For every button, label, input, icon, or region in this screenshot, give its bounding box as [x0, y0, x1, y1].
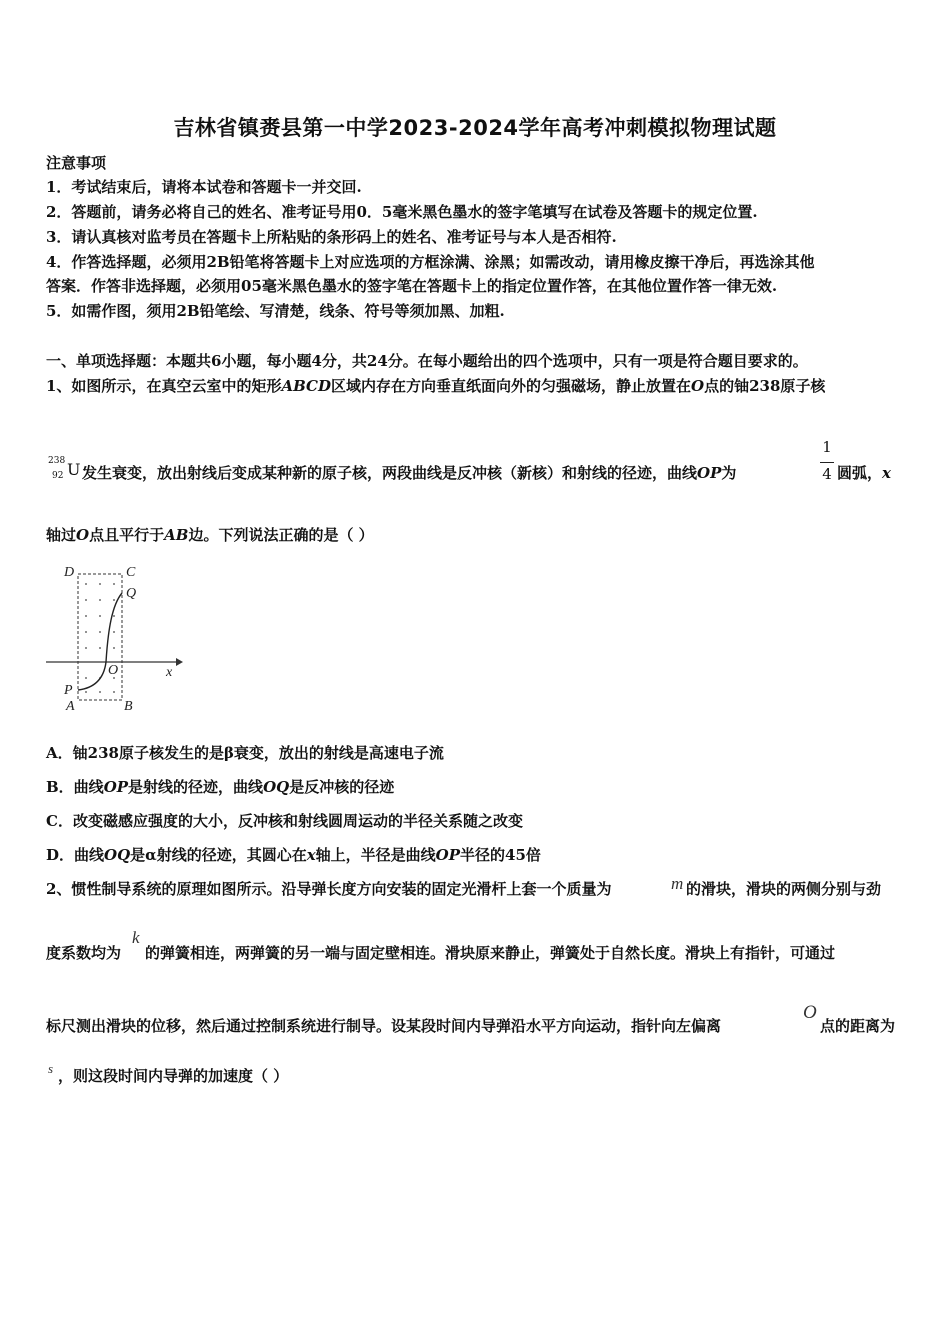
curve-oq [106, 593, 122, 662]
var-op: OP [697, 464, 722, 482]
q1-text: 边。下列说法正确的是（ ） [188, 526, 374, 544]
var-abcd: ABCD [281, 377, 331, 395]
label-p: P [64, 683, 73, 698]
option-text: 轴上，半径是曲线 [315, 846, 436, 864]
label-o: O [108, 663, 119, 678]
curve-op [78, 662, 106, 690]
label-c: C [126, 565, 136, 580]
var-m: m [671, 874, 684, 893]
q2-line-4: ，则这段时间内导弹的加速度（ ） [58, 1067, 289, 1085]
q2-line-3b: 点的距离为 [820, 1017, 896, 1035]
q1-option-a: A．铀238原子核发生的是β衰变，放出的射线是高速电子流 [46, 744, 444, 762]
q1-line-3 [46, 525, 374, 545]
q1-text: 圆弧， [837, 464, 883, 482]
option-text: D．曲线 [46, 846, 105, 864]
option-text: B．曲线 [46, 778, 104, 796]
q1-text: 发生衰变，放出射线后变成某种新的原子核，两段曲线是反冲核（新核）和射线的径迹，曲线 [82, 464, 698, 482]
label-q: Q [126, 586, 137, 601]
var-x: x [882, 464, 891, 482]
notice-item-1: 1．考试结束后，请将本试卷和答题卡一并交回. [46, 178, 362, 196]
option-text: 是射线的径迹，曲线 [128, 778, 264, 796]
q2-line-1b: 的滑块，滑块的两侧分别与劲 [686, 880, 882, 898]
fraction-bar [820, 462, 834, 463]
var-op: OP [435, 846, 461, 864]
q2-line-2b: 的弹簧相连，两弹簧的另一端与固定壁相连。滑块原来静止，弹簧处于自然长度。滑块上有指针，可通过 [145, 944, 836, 962]
q1-text: 为 [721, 464, 737, 482]
q1-line-1 [46, 376, 825, 396]
option-text: 是反冲核的径迹 [289, 778, 395, 796]
var-oq: OQ [263, 778, 290, 796]
q1-option-c: C．改变磁感应强度的大小，反冲核和射线圆周运动的半径关系随之改变 [46, 812, 523, 830]
fraction-denominator: 4 [822, 465, 832, 483]
option-text: 是α射线的径迹，其圆心在 [130, 846, 307, 864]
x-axis-arrow [176, 658, 183, 666]
q1-line-2 [82, 463, 736, 483]
notice-item-4-cont: 答案．作答非选择题，必须用05毫米黑色墨水的签字笔在答题卡上的指定位置作答，在其他位置作答一律无效. [46, 277, 778, 295]
q1-line-2-tail [837, 463, 891, 483]
var-o: O [76, 526, 90, 544]
option-text: 半径的45倍 [460, 846, 541, 864]
var-x: x [306, 846, 316, 864]
q1-text: 区域内存在方向垂直纸面向外的匀强磁场，静止放置在 [331, 377, 692, 395]
q1-text: 1、如图所示，在真空云室中的矩形 [46, 377, 282, 395]
q2-line-2a: 度系数均为 [46, 944, 122, 962]
q1-option-d [46, 845, 541, 865]
q1-text: 点且平行于 [89, 526, 165, 544]
var-k: k [132, 928, 140, 947]
label-b: B [124, 699, 133, 714]
var-o: O [691, 377, 705, 395]
var-oq: OQ [104, 846, 131, 864]
var-o: O [803, 1002, 817, 1023]
var-s: s [48, 1061, 54, 1076]
var-ab: AB [164, 526, 189, 544]
q2-line-1a: 2、惯性制导系统的原理如图所示。沿导弹长度方向安装的固定光滑杆上套一个质量为 [46, 880, 612, 898]
label-x: x [166, 665, 173, 680]
notice-item-4: 4．作答选择题，必须用2B铅笔将答题卡上对应选项的方框涂满、涂黑；如需改动，请用橡皮擦干净后，再选涂其他 [46, 253, 815, 271]
q1-option-b [46, 777, 394, 797]
field-rectangle [78, 574, 122, 700]
q2-line-3a: 标尺测出滑块的位移，然后通过控制系统进行制导。设某段时间内导弹沿水平方向运动，指针向左偏离 [46, 1017, 722, 1035]
notice-heading: 注意事项 [46, 154, 107, 172]
q1-text: 轴过 [46, 526, 77, 544]
notice-item-2: 2．答题前，请务必将自己的姓名、准考证号用0．5毫米黑色墨水的签字笔填写在试卷及答题卡的规定位置. [46, 203, 758, 221]
q1-figure [40, 560, 190, 720]
label-a: A [66, 699, 75, 714]
page-title: 吉林省镇赉县第一中学2023-2024学年高考冲刺模拟物理试题 [173, 116, 777, 140]
notice-item-3: 3．请认真核对监考员在答题卡上所粘贴的条形码上的姓名、准考证号与本人是否相符. [46, 228, 617, 246]
section-heading: 一、单项选择题：本题共6小题，每小题4分，共24分。在每小题给出的四个选项中，只有一项是符合题目要求的。 [46, 352, 808, 370]
isotope-mass-number: 238 [48, 456, 66, 466]
isotope-symbol: U [67, 460, 81, 479]
label-d: D [64, 565, 75, 580]
q1-text: 点的铀238原子核 [704, 377, 826, 395]
isotope-atomic-number: 92 [52, 471, 64, 481]
fraction-numerator: 1 [822, 438, 832, 456]
var-op: OP [103, 778, 129, 796]
notice-item-5: 5．如需作图，须用2B铅笔绘、写清楚，线条、符号等须加黑、加粗. [46, 302, 505, 320]
